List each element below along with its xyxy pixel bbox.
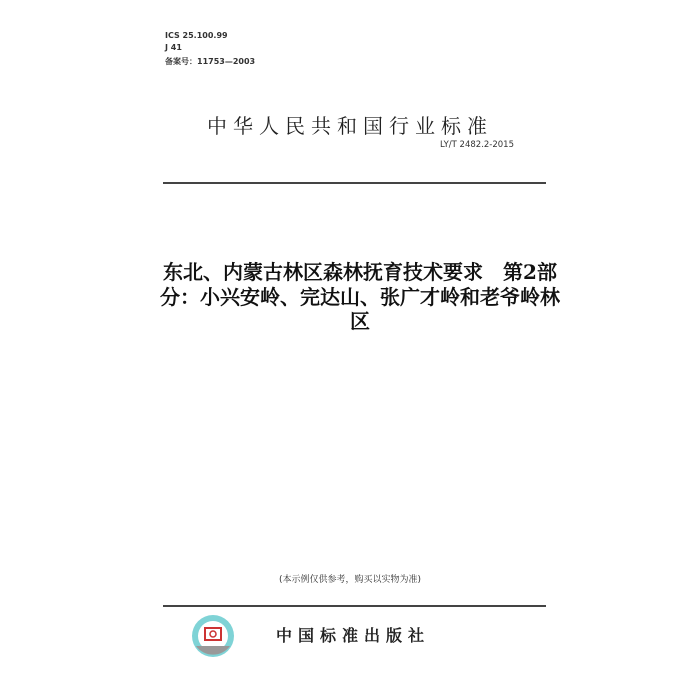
ics-code: ICS 25.100.99	[165, 31, 228, 40]
bottom-divider	[163, 605, 546, 607]
document-title	[140, 260, 580, 334]
publisher-name: 中国标准出版社	[276, 626, 431, 645]
title-line: 区	[350, 309, 370, 333]
top-divider	[163, 182, 546, 184]
classification-code: J 41	[165, 43, 182, 52]
standard-type: 中华人民共和国行业标准	[207, 114, 493, 138]
record-number: 备案号：11753—2003	[165, 57, 256, 66]
standard-code: LY/T 2482.2-2015	[440, 140, 514, 150]
disclaimer-note: (本示例仅供参考，购买以实物为准)	[278, 575, 422, 585]
publisher-seal-icon	[191, 614, 235, 658]
title-line: 东北、内蒙古林区森林抚育技术要求 第2部	[163, 260, 557, 284]
title-line: 分：小兴安岭、完达山、张广才岭和老爷岭林	[160, 284, 560, 309]
